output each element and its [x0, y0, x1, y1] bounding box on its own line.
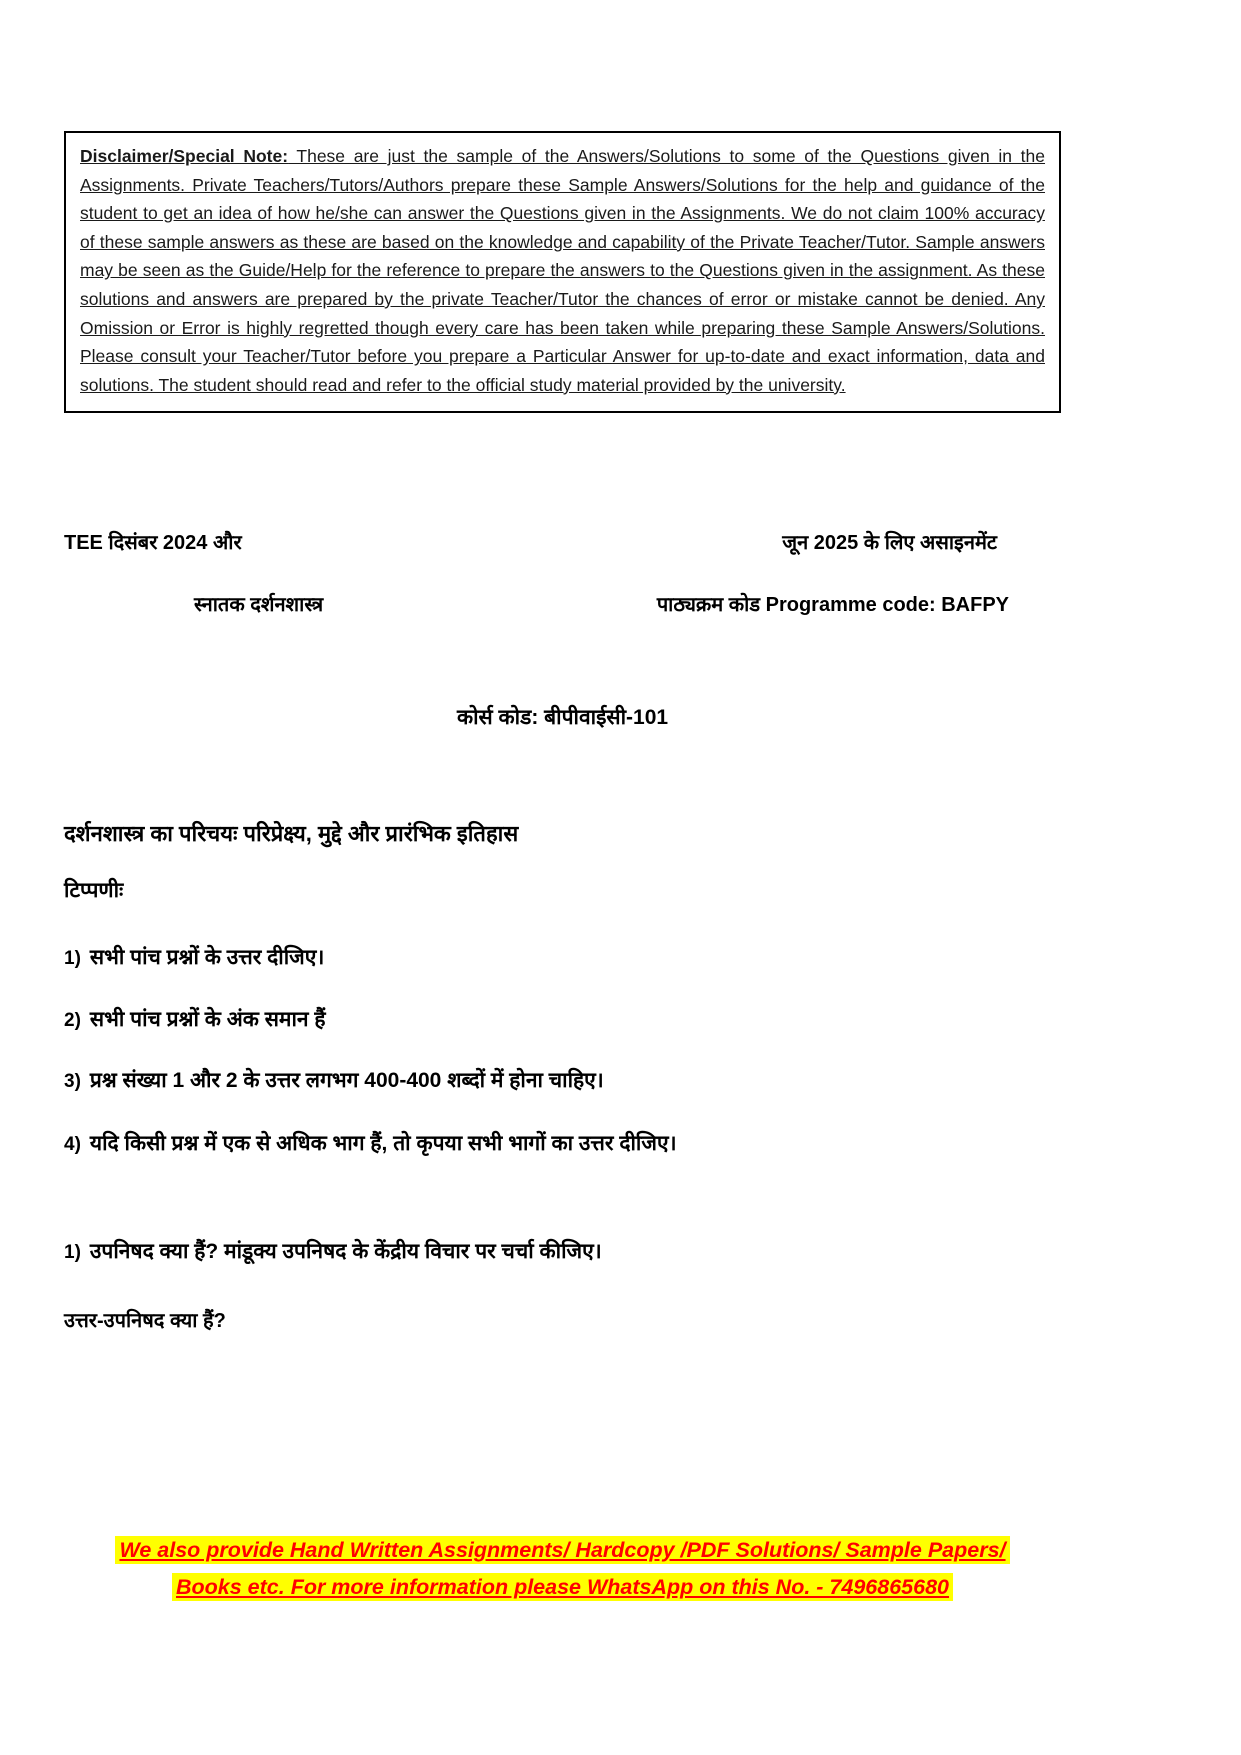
notes-label: टिप्पणीः: [64, 879, 124, 902]
disclaimer-box: [64, 131, 1061, 413]
note-item: [64, 1005, 1061, 1033]
question-text: उपनिषद क्या हैं? मांडूक्य उपनिषद के केंद्रीय विचार पर चर्चा कीजिए।: [89, 1240, 602, 1263]
note-text: यदि किसी प्रश्न में एक से अधिक भाग हैं, तो कृपया सभी भागों का उत्तर दीजिए।: [89, 1132, 677, 1155]
note-text: सभी पांच प्रश्नों के अंक समान हैं: [89, 1008, 326, 1031]
note-number: 4): [64, 1134, 81, 1155]
note-number: 3): [64, 1071, 81, 1092]
section-title: दर्शनशास्त्र का परिचयः परिप्रेक्ष्य, मुद्दे और प्रारंभिक इतिहास: [64, 821, 519, 846]
promo-footer: [64, 1532, 1061, 1606]
tee-session-left: TEE दिसंबर 2024 और: [64, 532, 242, 554]
note-text: प्रश्न संख्या 1 और 2 के उत्तर लगभग 400-400 शब्दों में होना चाहिए।: [89, 1069, 604, 1092]
header-line-1: [64, 528, 1061, 555]
promo-footer-text-1: We also provide Hand Written Assignments/ Hardcopy /PDF Solutions/ Sample Papers/: [115, 1536, 1009, 1564]
assignment-session-right: जून 2025 के लिए असाइनमेंट: [782, 532, 997, 554]
disclaimer-body-text: These are just the sample of the Answers/Solutions to some of the Questions given in the Assignments. Private Teachers/Tutors/Authors prepare these Sample Answers/Solutions for the help and guidance of the student to get an idea of how he/she can answer the Questions given in the Assignments. We do not claim 100% accuracy of these sample answers as these are based on the knowledge and capability of the Private Teacher/Tutor. Sample answers may be seen as the Guide/Help for the reference to prepare the answers to the Questions given in the assignment. As these solutions and answers are prepared by the private Teacher/Tutor the chances of error or mistake cannot be denied. Any Omission or Error is highly regretted though every care has been taken while preparing these Sample Answers/Solutions. Please consult your Teacher/Tutor before you prepare a Particular Answer for up-to-date and exact information, data and solutions. The student should read and refer to the official study material provided by the university.: [80, 146, 1046, 395]
document-content: [64, 0, 1061, 1755]
header-line-2: [64, 590, 1061, 617]
programme-code: पाठ्यक्रम कोड Programme code: BAFPY: [656, 594, 1009, 616]
disclaimer-label: Disclaimer/Special Note:: [80, 146, 289, 166]
note-item: [64, 1066, 1061, 1094]
note-item: [64, 1129, 1061, 1157]
question-item: [64, 1237, 1061, 1265]
programme-name: स्नातक दर्शनशास्त्र: [194, 594, 324, 616]
promo-footer-line-2: [64, 1569, 1061, 1606]
promo-footer-line-1: [64, 1532, 1061, 1569]
note-number: 1): [64, 948, 81, 969]
note-item: [64, 943, 1061, 971]
disclaimer-paragraph: [80, 142, 1045, 399]
note-number: 2): [64, 1010, 81, 1031]
question-number: 1): [64, 1242, 81, 1263]
note-text: सभी पांच प्रश्नों के उत्तर दीजिए।: [89, 946, 325, 969]
answer-lead: उत्तर-उपनिषद क्या हैं?: [64, 1310, 226, 1332]
course-code: कोर्स कोड: बीपीवाईसी-101: [456, 706, 669, 729]
promo-footer-text-2: Books etc. For more information please WhatsApp on this No. - 7496865680: [172, 1573, 953, 1601]
